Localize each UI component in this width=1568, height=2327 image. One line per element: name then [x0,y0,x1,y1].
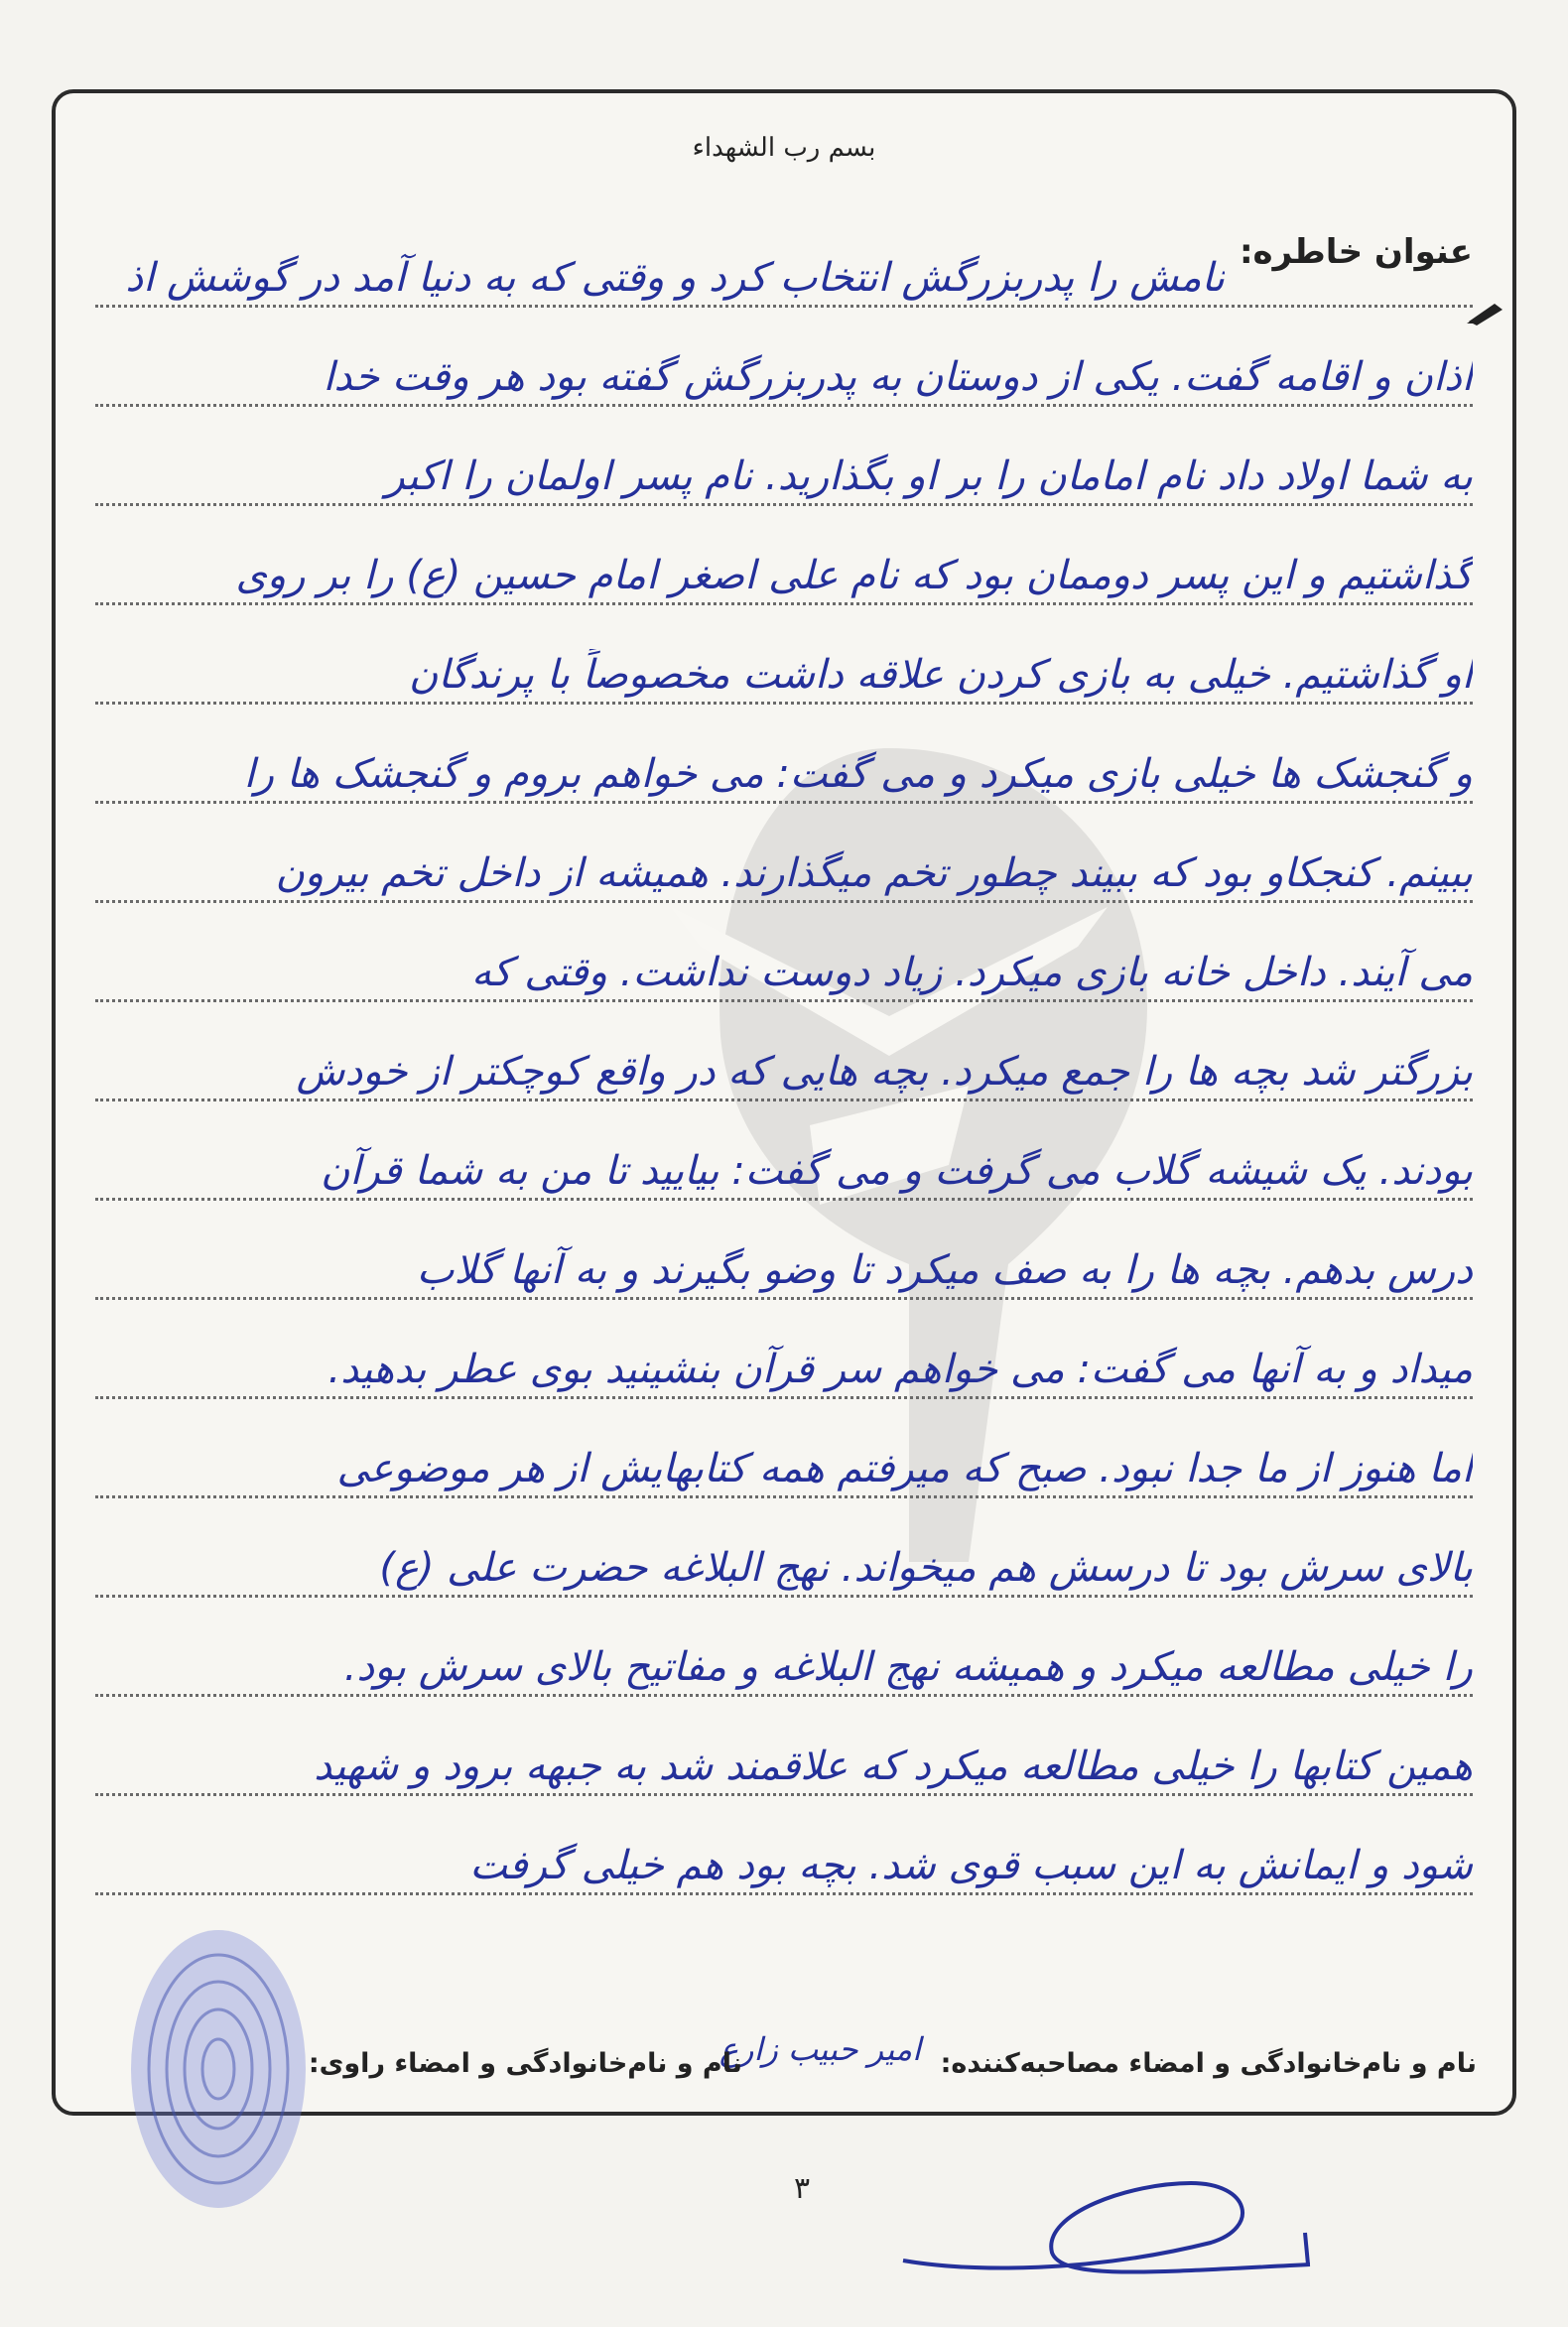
memoir-line-text: و گنجشک ها خیلی بازی میکرد و می گفت: می خواهم بروم و گنجشک ها را [243,751,1473,797]
memoir-line-text: را خیلی مطالعه میکرد و همیشه نهج البلاغه و مفاتیح بالای سرش بود. [343,1644,1473,1690]
memoir-line [95,818,1473,917]
memoir-title-label: عنوان خاطره: [1239,232,1473,272]
memoir-line [95,1215,1473,1314]
memoir-line-text: بالای سرش بود تا درسش هم میخواند. نهج البلاغه حضرت علی (ع) [379,1545,1473,1591]
memoir-line-text: نامش را پدربزرگش انتخاب کرد و وقتی که به دنیا آمد در گوشش اذ [125,255,1225,301]
memoir-line-text: به شما اولاد داد نام امامان را بر او بگذارید. نام پسر اولمان را اکبر [385,453,1473,499]
fingerprint [119,1920,318,2218]
memoir-line [95,1810,1473,1909]
memoir-line [95,1115,1473,1215]
memoir-line-text: او گذاشتیم. خیلی به بازی کردن علاقه داشت مخصوصاً با پرندگان [409,652,1473,698]
memoir-body [95,222,1473,1909]
memoir-line-text: بودند. یک شیشه گلاب می گرفت و می گفت: بیایید تا من به شما قرآن [321,1148,1473,1194]
narrator-signature [893,2173,1320,2282]
memoir-line [95,1413,1473,1512]
memoir-line [95,718,1473,818]
memoir-line-text: اذان و اقامه گفت. یکی از دوستان به پدربزرگش گفته بود هر وقت خدا [323,354,1473,400]
memoir-line-text: ببینم. کنجکاو بود که ببیند چطور تخم میگذارند. همیشه از داخل تخم بیرون [275,850,1473,896]
memoir-line-text: همین کتابها را خیلی مطالعه میکرد که علاقمند شد به جبهه برود و شهید [314,1744,1473,1789]
memoir-line [95,1016,1473,1115]
invocation-heading: بسم رب الشهداء [692,133,876,163]
memoir-line [95,322,1473,421]
memoir-line-text: درس بدهم. بچه ها را به صف میکرد تا وضو بگیرند و به آنها گلاب [416,1247,1473,1293]
memoir-line-text: گذاشتیم و این پسر دوممان بود که نام علی اصغر امام حسین (ع) را بر روی [235,553,1473,598]
memoir-line [95,421,1473,520]
narrator-label: نام و نام‌خانوادگی و امضاء راوی: [308,2048,742,2079]
form-frame [52,89,1516,2116]
memoir-line [95,619,1473,718]
memoir-line-text: اما هنوز از ما جدا نبود. صبح که میرفتم همه کتابهایش از هر موضوعی [336,1446,1473,1491]
memoir-line [95,1512,1473,1612]
memoir-line [95,1711,1473,1810]
interviewer-name: امیر حبیب زارع [719,2030,921,2068]
memoir-line-text: می آیند. داخل خانه بازی میکرد. زیاد دوست نداشت. وقتی که [471,950,1473,995]
memoir-line [95,1314,1473,1413]
memoir-line [95,520,1473,619]
page-number: ۳ [794,2171,811,2206]
memoir-line-text: شود و ایمانش به این سبب قوی شد. بچه بود هم خیلی گرفت [469,1843,1473,1888]
memoir-line [95,1612,1473,1711]
memoir-line [95,222,1473,322]
memoir-line [95,917,1473,1016]
interviewer-label: نام و نام‌خانوادگی و امضاء مصاحبه‌کننده: [940,2048,1477,2079]
memoir-line-text: بزرگتر شد بچه ها را جمع میکرد. بچه هایی که در واقع کوچکتر از خودش [296,1049,1473,1095]
memoir-line-text: میداد و به آنها می گفت: می خواهم سر قرآن بنشینید بوی عطر بدهید. [327,1347,1473,1392]
